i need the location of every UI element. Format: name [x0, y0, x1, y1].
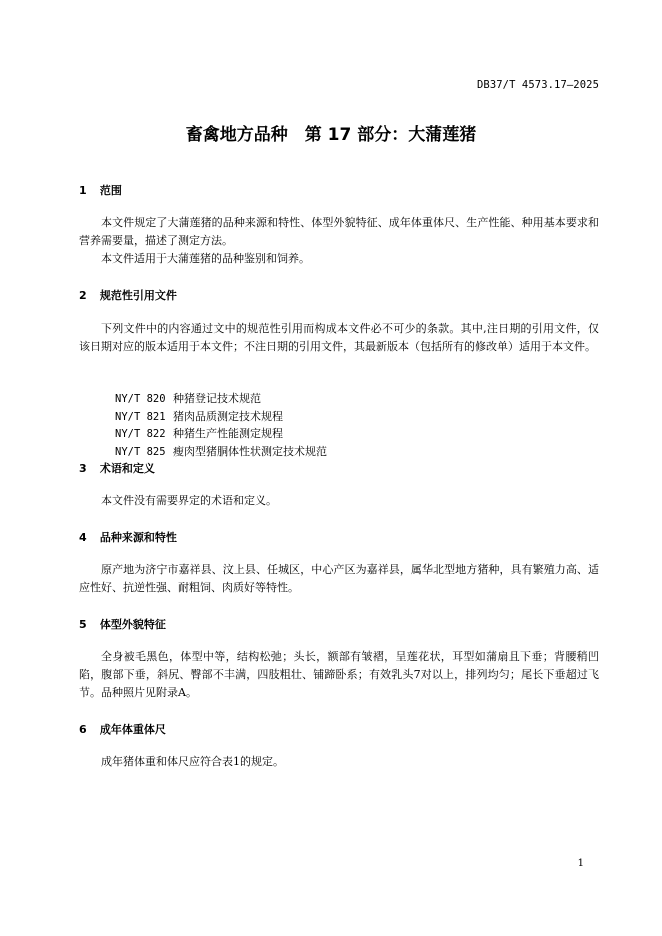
section-title: 体型外貌特征	[99, 618, 166, 631]
section-title: 术语和定义	[99, 462, 155, 475]
section-number: 3	[79, 462, 87, 475]
section-number: 2	[79, 289, 87, 302]
reference-name: 种猪生产性能测定规程	[173, 427, 283, 440]
section-4-paragraph-1: 原产地为济宁市嘉祥县、汶上县、任城区，中心产区为嘉祥县，属华北型地方猪种，具有繁殖力高、适应性好、抗逆性强、耐粗饲、肉质好等特性。	[79, 563, 599, 594]
document-title: 畜禽地方品种 第 17 部分：大蒲莲猪	[185, 125, 477, 145]
section-5-paragraph-1: 全身被毛黑色，体型中等，结构松弛；头长，额部有皱褶，呈莲花状，耳型如蒲扇且下垂；背腰稍凹陷，腹部下垂，斜尻、臀部不丰满，四肢粗壮、铺蹄卧系；有效乳头7对以上，排列均匀；尾长下垂超过飞节。品种照片见附录A。	[79, 650, 599, 699]
section-2-heading	[79, 287, 177, 303]
section-2-paragraph-1: 下列文件中的内容通过文中的规范性引用而构成本文件必不可少的条款。其中,注日期的引用文件，仅该日期对应的版本适用于本文件；不注日期的引用文件，其最新版本（包括所有的修改单）适用于本文件。	[79, 322, 599, 353]
reference-code: NY/T 821	[115, 411, 166, 423]
reference-code: NY/T 820	[115, 393, 166, 405]
section-4-heading	[79, 529, 177, 545]
section-title: 品种来源和特性	[99, 531, 177, 544]
section-title: 规范性引用文件	[99, 289, 177, 302]
reference-code: NY/T 825	[115, 446, 166, 458]
reference-name: 瘦肉型猪胴体性状测定技术规范	[173, 445, 327, 458]
page-number: 1	[577, 858, 584, 869]
reference-name: 猪肉品质测定技术规程	[173, 410, 283, 423]
section-number: 5	[79, 618, 87, 631]
section-number: 4	[79, 531, 87, 544]
section-number: 6	[79, 723, 87, 736]
section-title: 成年体重体尺	[99, 723, 166, 736]
reference-name: 种猪登记技术规范	[173, 392, 261, 405]
section-title: 范围	[99, 184, 122, 197]
section-6-heading	[79, 721, 166, 737]
section-5-heading	[79, 616, 166, 632]
reference-code: NY/T 822	[115, 428, 166, 440]
standard-code: DB37/T 4573.17—2025	[476, 79, 599, 91]
section-1-heading	[79, 182, 122, 198]
section-3-paragraph-1: 本文件没有需要界定的术语和定义。	[101, 494, 277, 507]
section-6-paragraph-1: 成年猪体重和体尺应符合表1的规定。	[101, 755, 284, 768]
section-1-paragraph-2: 本文件适用于大蒲莲猪的品种鉴别和饲养。	[101, 252, 310, 265]
section-3-heading	[79, 460, 155, 476]
section-1-paragraph-1: 本文件规定了大蒲莲猪的品种来源和特性、体型外貌特征、成年体重体尺、生产性能、种用基本要求和营养需要量，描述了测定方法。	[79, 216, 599, 247]
section-number: 1	[79, 184, 87, 197]
